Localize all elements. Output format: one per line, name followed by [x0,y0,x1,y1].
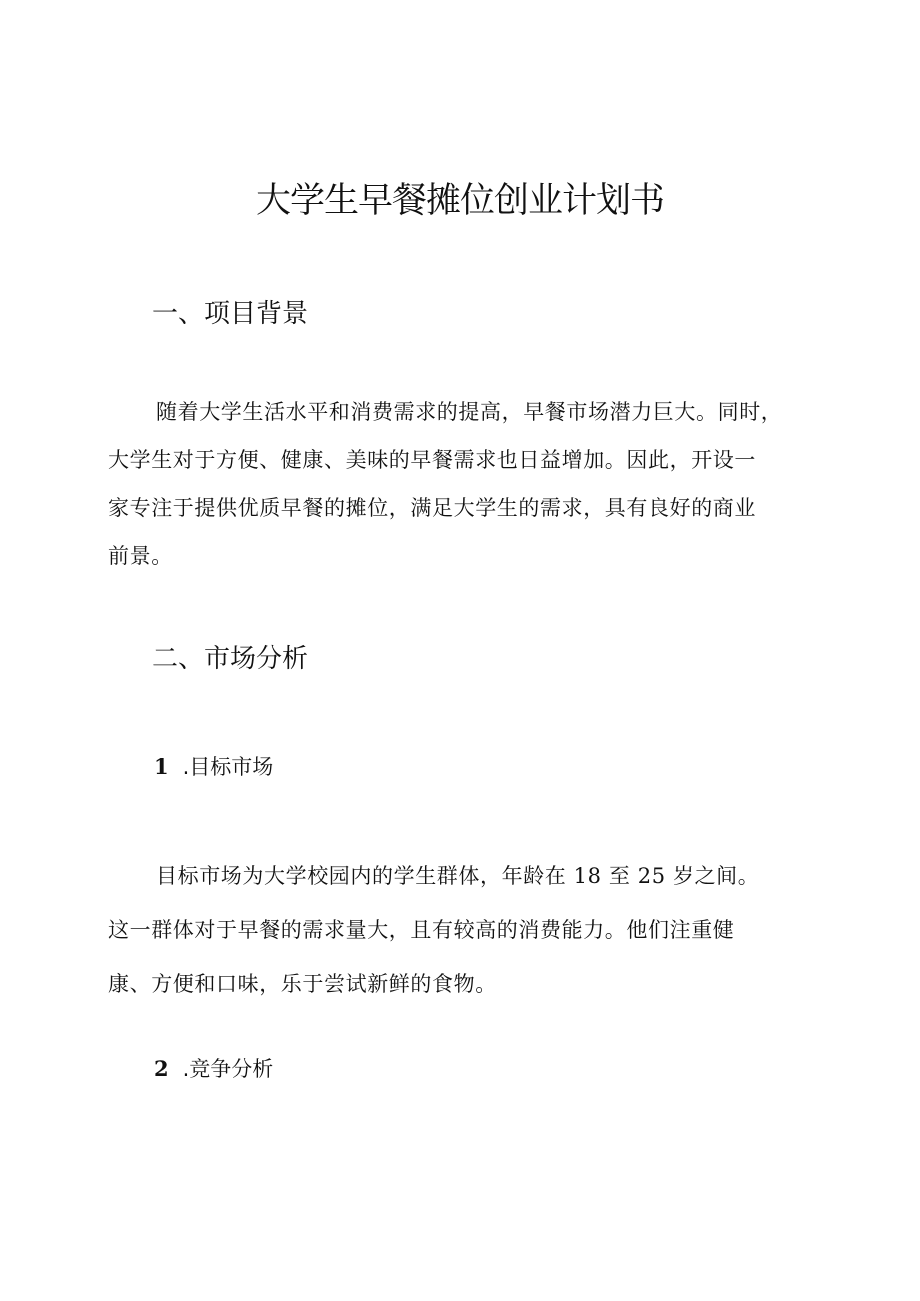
paragraph-line: 这一群体对于早餐的需求量大，且有较高的消费能力。他们注重健 [108,918,735,942]
subsection-number: 1 [154,754,169,779]
subsection-title: .竞争分析 [182,1057,274,1081]
paragraph-line: 大学生对于方便、健康、美味的早餐需求也日益增加。因此，开设一 [108,448,756,472]
subsection-number: 2 [154,1056,169,1081]
subsection-heading-target-market [154,752,273,782]
subsection-heading-competition-analysis [154,1054,273,1084]
section-heading-market-analysis: 二、市场分析 [152,644,309,674]
paragraph-line: 目标市场为大学校园内的学生群体，年龄在 18 至 25 岁之间。 [156,864,760,888]
section-heading-background: 一、项目背景 [152,299,309,329]
paragraph-line: 前景。 [108,544,173,568]
paragraph-line: 康、方便和口味，乐于尝试新鲜的食物。 [108,972,497,996]
paragraph-line: 家专注于提供优质早餐的摊位，满足大学生的需求，具有良好的商业 [108,496,756,520]
document-title: 大学生早餐摊位创业计划书 [255,181,664,221]
subsection-title: .目标市场 [182,755,274,779]
background-paragraph [108,388,820,580]
target-market-paragraph [108,849,820,1011]
paragraph-line: 随着大学生活水平和消费需求的提高，早餐市场潜力巨大。同时， [156,400,783,424]
